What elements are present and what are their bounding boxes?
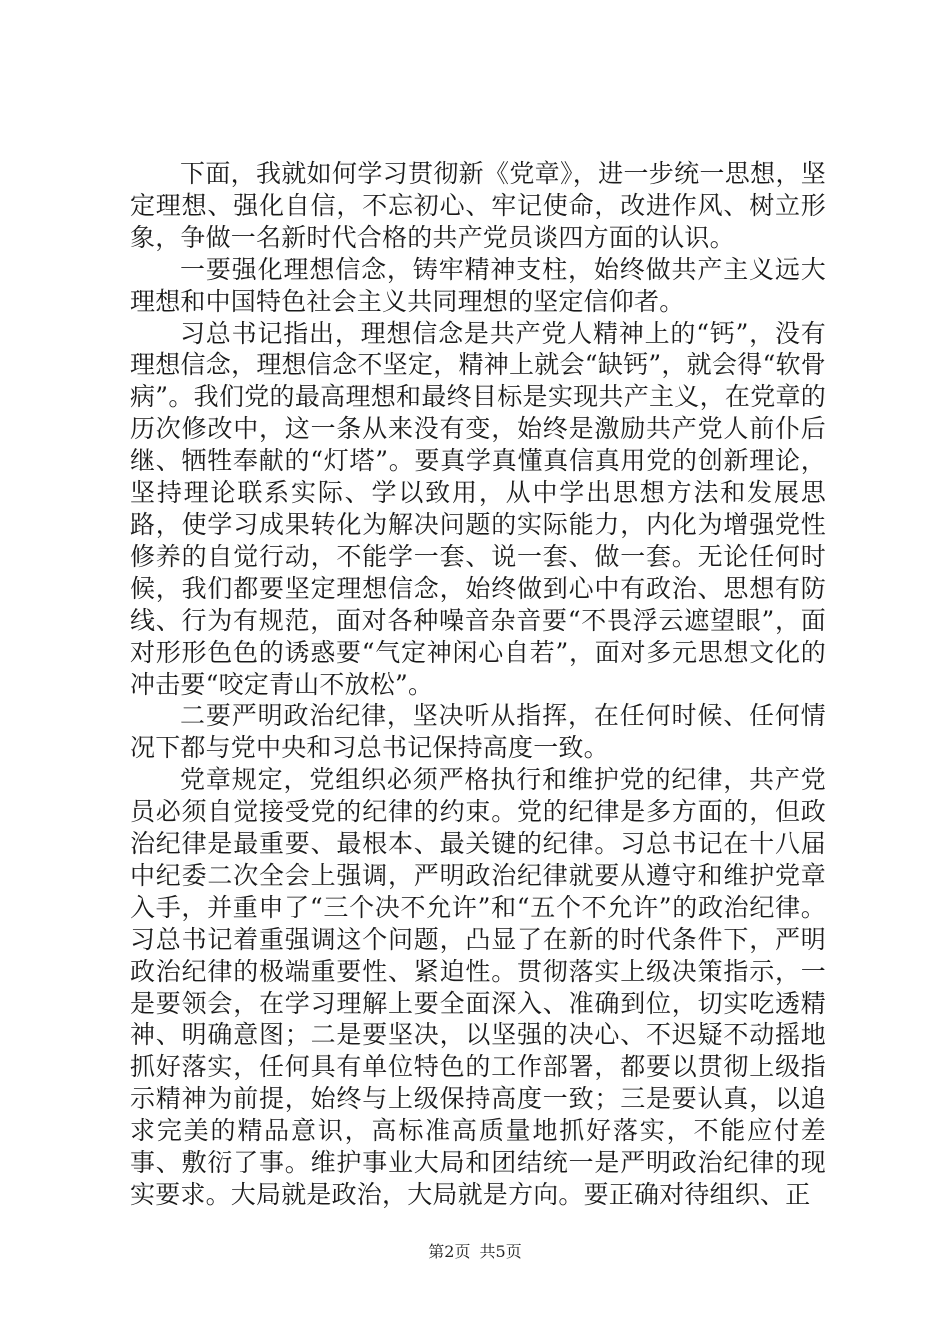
paragraph-point-two-body: 党章规定，党组织必须严格执行和维护党的纪律，共产党员必须自觉接受党的纪律的约束。党的纪律是多方面的，但政治纪律是最重要、最根本、最关键的纪律。习总书记在十八届中纪委二次全会上强调，严明政治纪律就要从遵守和维护党章入手，并重申了“三个决不允许”和“五个不允许”的政治纪律。习总书记着重强调这个问题，凸显了在新的时代条件下，严明政治纪律的极端重要性、紧迫性。贯彻落实上级决策指示，一是要领会，在学习理解上要全面深入、准确到位，切实吃透精神、明确意图；二是要坚决，以坚强的决心、不迟疑不动摇地抓好落实，任何具有单位特色的工作部署，都要以贯彻上级指示精神为前提，始终与上级保持高度一致；三是要认真，以追求完美的精品意识，高标准高质量地抓好落实，不能应付差事、敷衍了事。维护事业大局和团结统一是严明政治纪律的现实要求。大局就是政治，大局就是方向。要正确对待组织、正: [130, 765, 826, 1209]
paragraph-intro: 下面，我就如何学习贯彻新《党章》，进一步统一思想，坚定理想、强化自信，不忘初心、牢记使命，改进作风、树立形象，争做一名新时代合格的共产党员谈四方面的认识。: [130, 159, 826, 252]
paragraph-point-one-body: 习总书记指出，理想信念是共产党人精神上的“钙”，没有理想信念，理想信念不坚定，精神上就会“缺钙”，就会得“软骨病”。我们党的最高理想和最终目标是实现共产主义，在党章的历次修改中，这一条从来没有变，始终是激励共产党人前仆后继、牺牲奉献的“灯塔”。要真学真懂真信真用党的创新理论，坚持理论联系实际、学以致用，从中学出思想方法和发展思路，使学习成果转化为解决问题的实际能力，内化为增强党性修养的自觉行动，不能学一套、说一套、做一套。无论任何时候，我们都要坚定理想信念，始终做到心中有政治、思想有防线、行为有规范，面对各种噪音杂音要“不畏浮云遮望眼”，面对形形色色的诱惑要“气定神闲心自若”，面对多元思想文化的冲击要“咬定青山不放松”。: [130, 318, 826, 699]
paragraph-point-two-heading: 二要严明政治纪律，坚决听从指挥，在任何时候、任何情况下都与党中央和习总书记保持高度一致。: [130, 701, 826, 763]
document-body: [130, 158, 826, 1211]
page-total: 共5页: [479, 1242, 522, 1261]
page-footer: [0, 1242, 950, 1262]
paragraph-point-one-heading: 一要强化理想信念，铸牢精神支柱，始终做共产主义远大理想和中国特色社会主义共同理想的坚定信仰者。: [130, 254, 826, 316]
page-number: 第2页: [428, 1242, 471, 1261]
